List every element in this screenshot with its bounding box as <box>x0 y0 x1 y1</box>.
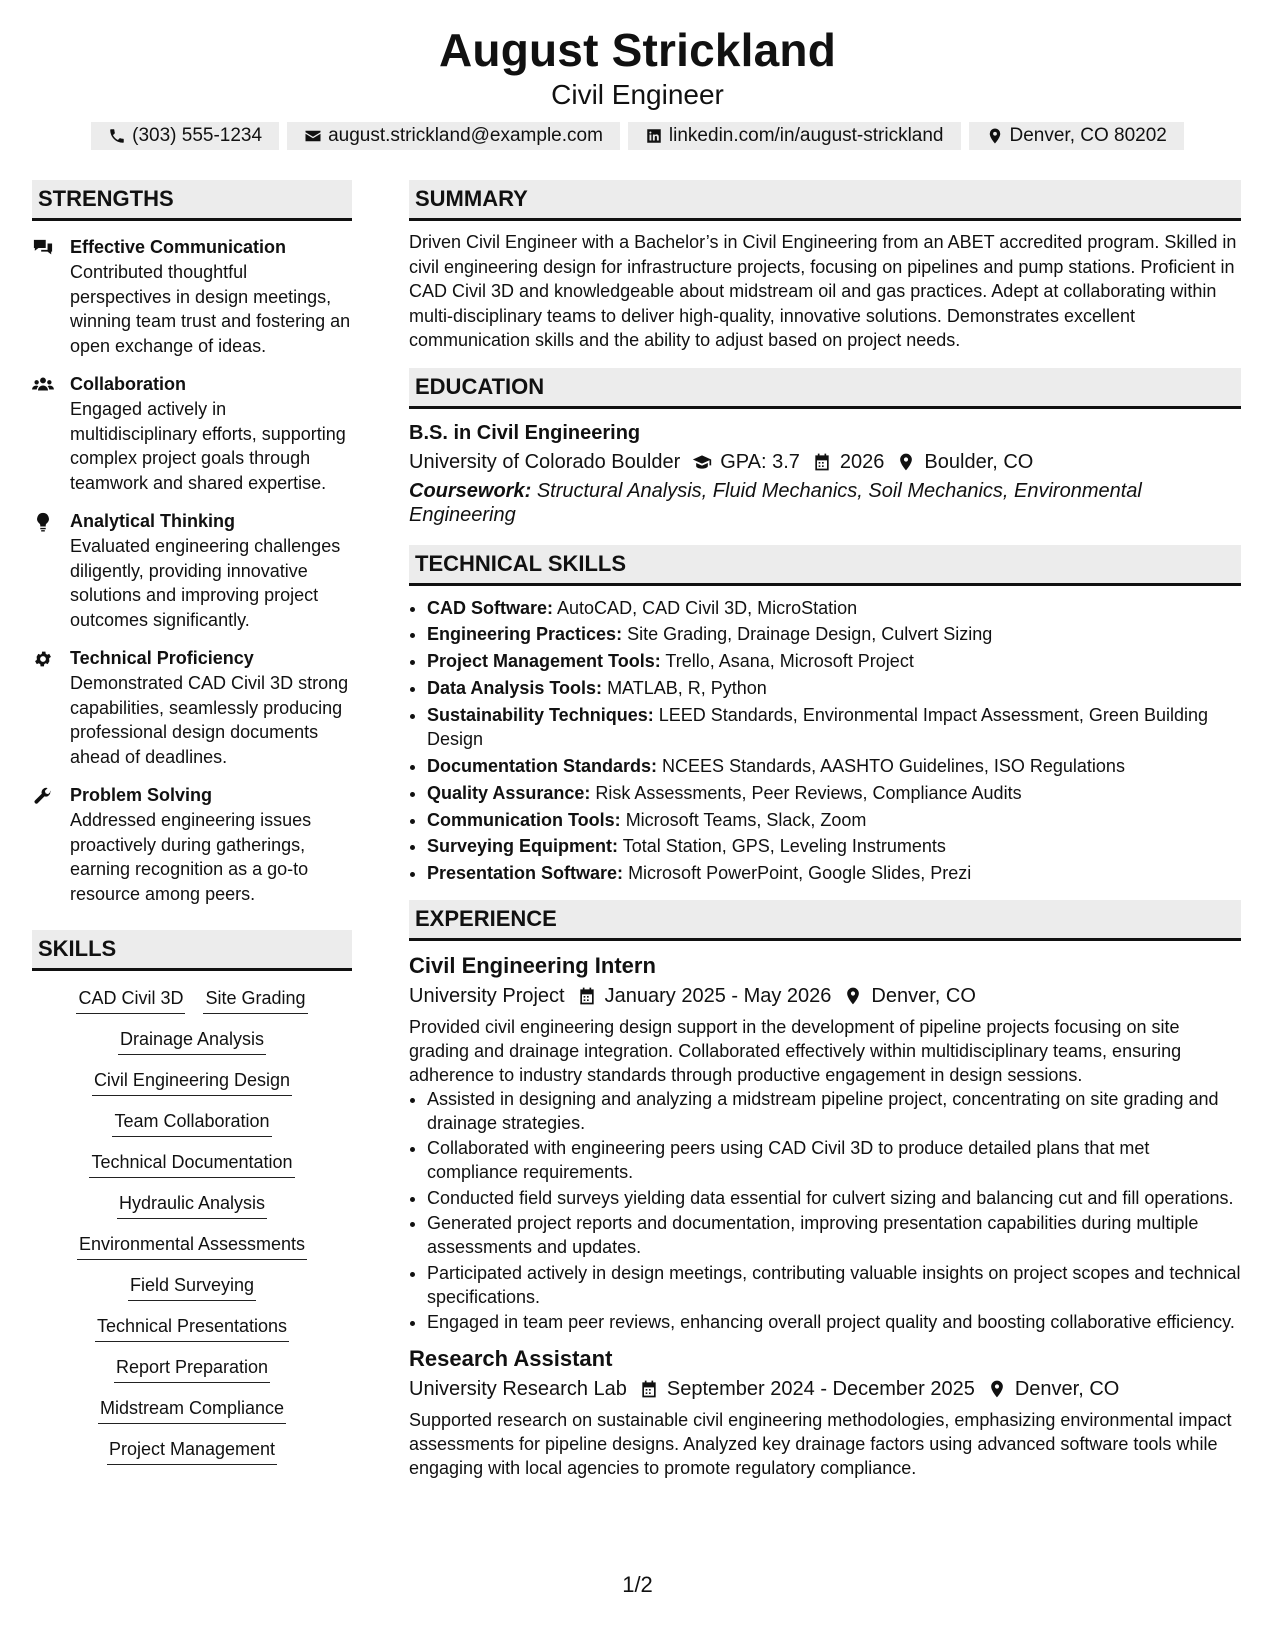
list-item: • Generated project reports and documentation, improving presentation capabilities during multiple assessments and updates. <box>427 1211 1241 1259</box>
summary-text: Driven Civil Engineer with a Bachelor’s in Civil Engineering from an ABET accredited program. Skilled in civil engineering design for infrastructure projects, focusing on pipelines and pump stations. Proficient in CAD Civil 3D and knowledgeable about midstream oil and gas practices. Adept at collaborating within multi-disciplinary teams to deliver high-quality, innovative solutions. Demonstrates excellent communication skills and the ability to adjust based on project needs. <box>409 232 1237 350</box>
skill-tag: Report Preparation <box>114 1354 270 1383</box>
list-item <box>427 754 1241 779</box>
map-pin-icon <box>987 1379 1007 1399</box>
list-item <box>427 781 1241 806</box>
contact-bar <box>0 122 1275 150</box>
contact-email[interactable] <box>287 122 620 150</box>
skill-value: Trello, Asana, Microsoft Project <box>665 651 914 672</box>
strength-desc: Addressed engineering issues proactively during gatherings, earning recognition as a go-to resource among peers. <box>70 810 312 904</box>
skill-label: Project Management Tools: <box>427 651 661 672</box>
strength-title: Effective Communication <box>70 237 287 257</box>
phone-icon <box>108 127 126 145</box>
skill-label: Engineering Practices: <box>427 624 623 645</box>
job-dates: September 2024 - December 2025 <box>666 1378 975 1401</box>
contact-phone-text: (303) 555-1234 <box>132 125 263 146</box>
skill-tag: Civil Engineering Design <box>92 1067 292 1096</box>
job-entry <box>409 951 1241 1335</box>
coursework <box>409 479 1241 527</box>
job-title: Civil Engineering Intern <box>409 952 656 978</box>
skill-tag: Technical Presentations <box>95 1313 289 1342</box>
skill-tag: Team Collaboration <box>112 1108 271 1137</box>
education-meta <box>409 447 1241 477</box>
calendar-icon <box>812 452 832 472</box>
linkedin-icon <box>645 127 663 145</box>
strength-item <box>32 646 352 769</box>
job-meta <box>409 981 1241 1011</box>
strength-title: Analytical Thinking <box>70 511 236 531</box>
list-item: • Assisted in designing and analyzing a midstream pipeline project, concentrating on site grading and drainage strategies. <box>427 1087 1241 1135</box>
contact-linkedin[interactable] <box>628 122 961 150</box>
skill-tag: Field Surveying <box>128 1272 256 1301</box>
calendar-icon <box>639 1379 659 1399</box>
gpa: GPA: 3.7 <box>720 450 800 473</box>
list-item: • Collaborated with engineering peers using CAD Civil 3D to produce detailed plans that met compliance requirements. <box>427 1136 1241 1184</box>
skill-tag: Hydraulic Analysis <box>117 1190 267 1219</box>
degree: B.S. in Civil Engineering <box>409 421 641 444</box>
skill-label: Sustainability Techniques: <box>427 704 654 725</box>
experience-title: EXPERIENCE <box>409 900 1241 941</box>
map-pin-icon <box>843 986 863 1006</box>
strength-item <box>32 783 352 906</box>
contact-phone[interactable] <box>91 122 279 150</box>
list-item: • Participated actively in design meetings, contributing valuable insights on project scopes and technical specifications. <box>427 1261 1241 1309</box>
job-title: Research Assistant <box>409 1346 613 1372</box>
job-location: Denver, CO <box>1014 1378 1120 1401</box>
skill-value: AutoCAD, CAD Civil 3D, MicroStation <box>557 597 858 618</box>
candidate-role: Civil Engineer <box>551 79 724 110</box>
skill-value: LEED Standards, Environmental Impact Assessment, Green Building Design <box>427 704 1209 750</box>
contact-location <box>969 122 1184 150</box>
strength-desc: Evaluated engineering challenges diligently, providing innovative solutions and improving project outcomes significantly. <box>70 536 341 630</box>
map-pin-icon <box>896 452 916 472</box>
job-bullets <box>409 1087 1241 1335</box>
strengths-title: STRENGTHS <box>32 180 352 221</box>
list-item: • Engaged in team peer reviews, enhancing overall project quality and boosting collaborative efficiency. <box>427 1310 1241 1334</box>
strength-item <box>32 509 352 632</box>
skill-tag: Site Grading <box>203 985 307 1014</box>
strength-title: Problem Solving <box>70 785 213 805</box>
left-column <box>32 180 352 1465</box>
skill-label: Quality Assurance: <box>427 782 591 803</box>
coursework-list: Structural Analysis, Fluid Mechanics, Soil Mechanics, Environmental Engineering <box>409 479 1142 526</box>
school: University of Colorado Boulder <box>409 450 681 473</box>
job-org: University Research Lab <box>409 1378 627 1401</box>
graduation-cap-icon <box>692 452 712 472</box>
list-item <box>427 622 1241 647</box>
lightbulb-icon <box>32 512 54 532</box>
technical-skills-list <box>409 596 1241 886</box>
skill-value: Microsoft PowerPoint, Google Slides, Prezi <box>628 863 972 884</box>
strength-item <box>32 235 352 358</box>
summary-title: SUMMARY <box>409 180 1241 221</box>
strength-item <box>32 372 352 495</box>
list-item <box>427 676 1241 701</box>
skill-value: Total Station, GPS, Leveling Instruments <box>622 836 946 857</box>
skills-list <box>32 985 352 1465</box>
skill-value: Risk Assessments, Peer Reviews, Compliance Audits <box>595 782 1022 803</box>
education-title: EDUCATION <box>409 368 1241 409</box>
list-item <box>427 596 1241 621</box>
contact-linkedin-text: linkedin.com/in/august-strickland <box>668 125 944 146</box>
strength-desc: Engaged actively in multidisciplinary efforts, supporting complex project goals through teamwork and shared expertise. <box>70 399 346 493</box>
skill-label: Data Analysis Tools: <box>427 677 603 698</box>
skill-label: Presentation Software: <box>427 863 624 884</box>
job-description: Provided civil engineering design support in the development of pipeline projects focusing on site grading and drainage integration. Collaborated effectively within multidisciplinary teams, ensuring adherence to industry standards through productive engagement in design sessions. <box>409 1016 1182 1085</box>
skill-value: MATLAB, R, Python <box>607 677 767 698</box>
skill-value: Microsoft Teams, Slack, Zoom <box>625 809 867 830</box>
list-item <box>427 834 1241 859</box>
contact-location-text: Denver, CO 80202 <box>1009 125 1167 146</box>
list-item: • Conducted field surveys yielding data essential for culvert sizing and balancing cut and fill operations. <box>427 1186 1241 1210</box>
page-number: 1/2 <box>622 1572 653 1597</box>
list-item <box>427 649 1241 674</box>
skill-tag: Project Management <box>107 1436 277 1465</box>
list-item <box>427 808 1241 833</box>
users-icon <box>32 375 54 395</box>
strength-desc: Demonstrated CAD Civil 3D strong capabilities, seamlessly producing professional design documents ahead of deadlines. <box>70 673 349 767</box>
skills-title: SKILLS <box>32 930 352 971</box>
right-column <box>409 180 1241 1480</box>
skill-value: NCEES Standards, AASHTO Guidelines, ISO Regulations <box>662 755 1125 776</box>
list-item <box>427 861 1241 886</box>
strength-title: Technical Proficiency <box>70 648 254 668</box>
map-pin-icon <box>986 127 1004 145</box>
skill-label: Documentation Standards: <box>427 755 658 776</box>
graduation-year: 2026 <box>839 450 885 473</box>
skill-tag: Midstream Compliance <box>98 1395 286 1424</box>
gear-icon <box>32 649 54 669</box>
job-org: University Project <box>409 984 565 1007</box>
comments-icon <box>32 238 54 258</box>
job-entry <box>409 1344 1241 1480</box>
list-item <box>427 703 1241 752</box>
technical-skills-title: TECHNICAL SKILLS <box>409 545 1241 586</box>
skill-label: Communication Tools: <box>427 809 621 830</box>
job-dates: January 2025 - May 2026 <box>604 984 832 1007</box>
skill-tag: Environmental Assessments <box>77 1231 307 1260</box>
education-location: Boulder, CO <box>924 450 1034 473</box>
calendar-icon <box>577 986 597 1006</box>
skill-tag: Technical Documentation <box>89 1149 294 1178</box>
resume-header <box>0 22 1275 150</box>
skill-tag: CAD Civil 3D <box>76 985 185 1014</box>
wrench-icon <box>32 786 54 806</box>
strength-desc: Contributed thoughtful perspectives in design meetings, winning team trust and fostering an open exchange of ideas. <box>70 262 351 356</box>
job-location: Denver, CO <box>871 984 976 1007</box>
job-meta <box>409 1374 1241 1404</box>
coursework-label: Coursework: <box>409 479 532 502</box>
job-description: Supported research on sustainable civil engineering methodologies, emphasizing environmental impact assessments for pipeline designs. Analyzed key drainage factors using advanced software tools while engaging with local agencies to promote regulatory compliance. <box>409 1410 1232 1479</box>
contact-email-text: august.strickland@example.com <box>328 125 603 146</box>
skill-tag: Drainage Analysis <box>118 1026 266 1055</box>
skill-value: Site Grading, Drainage Design, Culvert Sizing <box>627 624 993 645</box>
candidate-name: August Strickland <box>438 24 836 76</box>
skill-label: CAD Software: <box>427 597 554 618</box>
skill-label: Surveying Equipment: <box>427 836 619 857</box>
strength-title: Collaboration <box>70 374 186 394</box>
envelope-icon <box>304 127 322 145</box>
